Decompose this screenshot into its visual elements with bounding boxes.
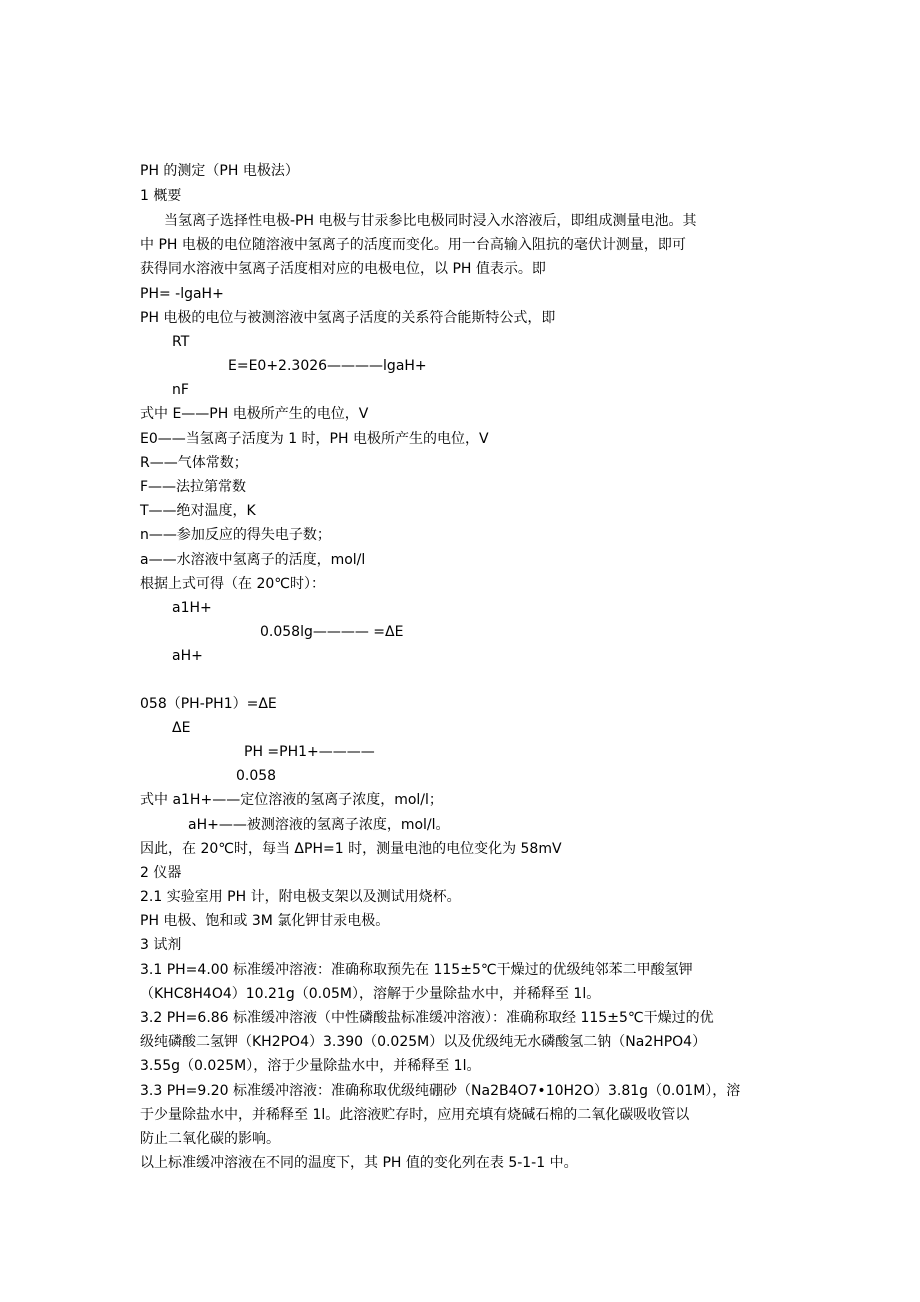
definition-line: a——水溶液中氢离子的活度，mol/l — [140, 552, 366, 568]
equation-3: 058（PH-PH1）=ΔE — [140, 696, 277, 712]
reagent-3-1-line: （KHC8H4O4）10.21g（0.05M），溶解于少量除盐水中，并稀释至 1l。 — [140, 986, 601, 1002]
formula-3-denominator: 0.058 — [236, 768, 277, 784]
reagent-3-2-line: 3.2 PH=6.86 标准缓冲溶液（中性磷酸盐标准缓冲溶液）：准确称取经 115±5℃干燥过的优 — [140, 1010, 714, 1026]
table-reference-line: 以上标准缓冲溶液在不同的温度下，其 PH 值的变化列在表 5-1-1 中。 — [140, 1155, 578, 1171]
definition-line: R——气体常数； — [140, 455, 248, 471]
formula-2-main: 0.058lg———— =ΔE — [260, 624, 404, 640]
definition-line: n——参加反应的得失电子数； — [140, 527, 331, 543]
formula-1-main: E=E0+2.3026————lgaH+ — [228, 358, 427, 374]
doc-title: PH 的测定（PH 电极法） — [140, 163, 299, 179]
reagent-3-3-line: 于少量除盐水中，并稀释至 1l。此溶液贮存时，应用充填有烧碱石棉的二氧化碳吸收管以 — [140, 1107, 690, 1123]
formula-1-denominator: nF — [172, 382, 189, 398]
reagent-3-2-line: 3.55g（0.025M），溶于少量除盐水中，并稀释至 1l。 — [140, 1058, 481, 1074]
definition-line: F——法拉第常数 — [140, 479, 247, 495]
formula-1-numerator: RT — [172, 334, 190, 350]
where-line: aH+——被测溶液的氢离子浓度，mol/l。 — [188, 817, 450, 833]
reagent-3-2-line: 级纯磷酸二氢钾（KH2PO4）3.390（0.025M）以及优级纯无水磷酸氢二钠（Na2HPO4） — [140, 1034, 707, 1050]
instrument-line: PH 电极、饱和或 3M 氯化钾甘汞电极。 — [140, 913, 390, 929]
instrument-line: 2.1 实验室用 PH 计，附电极支架以及测试用烧杯。 — [140, 889, 461, 905]
section-1-heading: 1 概要 — [140, 188, 182, 204]
formula-2-denominator: aH+ — [172, 648, 203, 664]
formula-2-numerator: a1H+ — [172, 600, 212, 616]
nernst-intro: PH 电极的电位与被测溶液中氢离子活度的关系符合能斯特公式，即 — [140, 310, 556, 326]
ph-definition-equation: PH= -lgaH+ — [140, 286, 224, 302]
conclusion-line: 因此，在 20℃时，每当 ΔPH=1 时，测量电池的电位变化为 58mV — [140, 841, 562, 857]
definition-line: E0——当氢离子活度为 1 时，PH 电极所产生的电位，V — [140, 431, 489, 447]
definition-line: T——绝对温度，K — [140, 503, 256, 519]
derivation-intro: 根据上式可得（在 20℃时）： — [140, 576, 325, 592]
formula-3-numerator: ΔE — [172, 720, 191, 736]
where-line: 式中 a1H+——定位溶液的氢离子浓度，mol/l； — [140, 792, 443, 808]
section-2-heading: 2 仪器 — [140, 865, 182, 881]
definition-line: 式中 E——PH 电极所产生的电位，V — [140, 406, 369, 422]
overview-para-line: 中 PH 电极的电位随溶液中氢离子的活度而变化。用一台高输入阻抗的毫伏计测量，即可 — [140, 237, 686, 253]
section-3-heading: 3 试剂 — [140, 937, 182, 953]
overview-para-line: 获得同水溶液中氢离子活度相对应的电极电位，以 PH 值表示。即 — [140, 261, 546, 277]
reagent-3-3-line: 3.3 PH=9.20 标准缓冲溶液：准确称取优级纯硼砂（Na2B4O7•10H2O）3.81g（0.01M），溶 — [140, 1083, 741, 1099]
reagent-3-1-line: 3.1 PH=4.00 标准缓冲溶液：准确称取预先在 115±5℃干燥过的优级纯邻苯二甲酸氢钾 — [140, 962, 693, 978]
reagent-3-3-line: 防止二氧化碳的影响。 — [140, 1131, 280, 1147]
formula-3-main: PH =PH1+———— — [244, 744, 375, 760]
overview-para-line: 当氢离子选择性电极-PH 电极与甘汞参比电极同时浸入水溶液后，即组成测量电池。其 — [164, 213, 697, 229]
